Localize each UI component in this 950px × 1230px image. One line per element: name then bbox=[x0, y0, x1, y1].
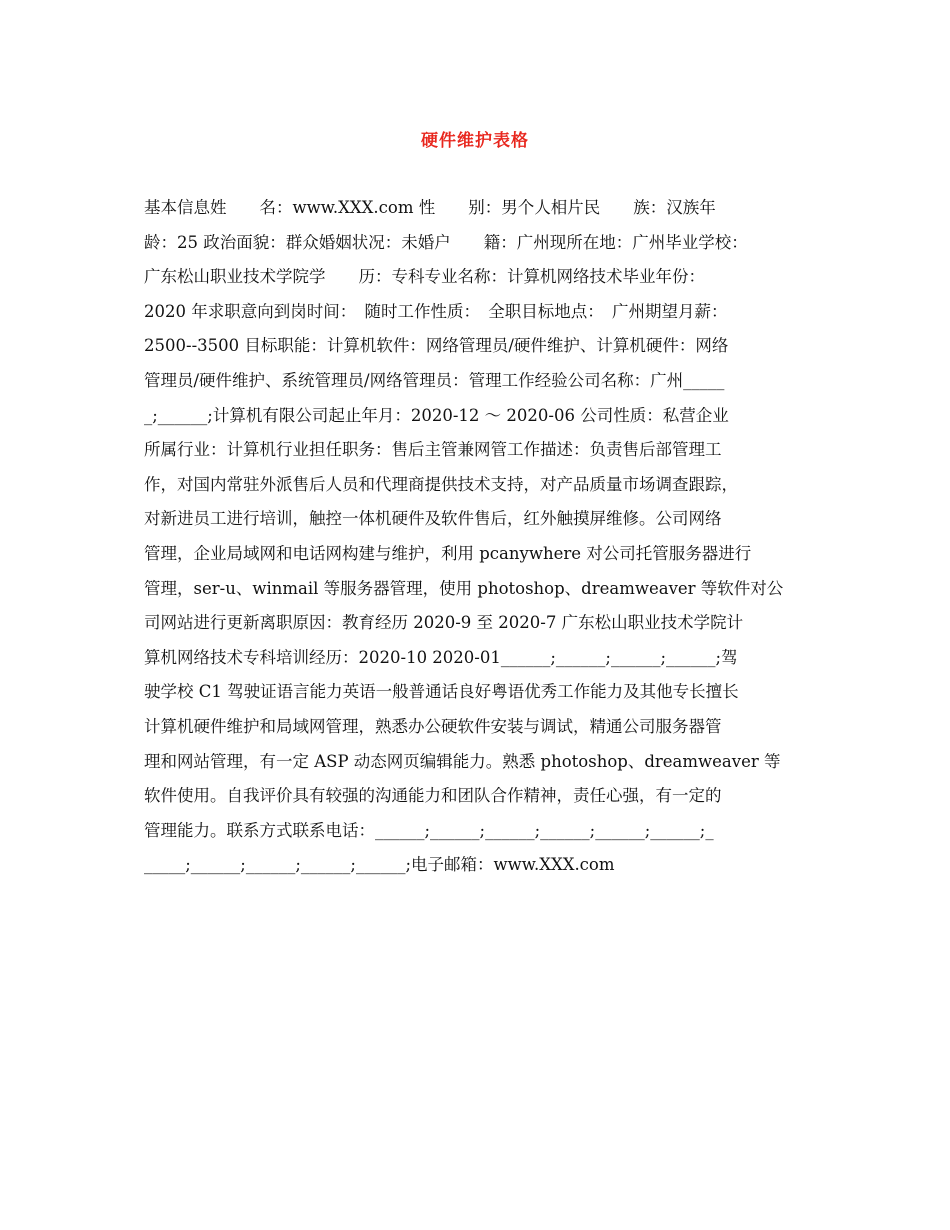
document-body bbox=[144, 191, 808, 883]
body-line-15: 驶学校 C1 驾驶证语言能力英语一般普通话良好粤语优秀工作能力及其他专长擅长 bbox=[144, 682, 739, 702]
body-line-10: 对新进员工进行培训，触控一体机硬件及软件售后，红外触摸屏维修。公司网络 bbox=[144, 509, 722, 529]
body-line-8: 所属行业：计算机行业担任职务：售后主管兼网管工作描述：负责售后部管理工 bbox=[144, 440, 722, 460]
body-line-12: 管理，ser-u、winmail 等服务器管理，使用 photoshop、dreamweaver 等软件对公 bbox=[144, 578, 784, 598]
body-line-16: 计算机硬件维护和局域网管理，熟悉办公硬软件安装与调试，精通公司服务器管 bbox=[144, 716, 722, 736]
body-line-1: 基本信息姓 名：www.XXX.com 性 别：男个人相片民 族：汉族年 bbox=[144, 198, 716, 217]
body-line-2: 龄：25 政治面貌：群众婚姻状况：未婚户 籍：广州现所在地：广州毕业学校： bbox=[144, 232, 748, 252]
body-line-19: 管理能力。联系方式联系电话：______;______;______;______;______;______;_ bbox=[144, 820, 714, 840]
body-line-18: 软件使用。自我评价具有较强的沟通能力和团队合作精神，责任心强，有一定的 bbox=[144, 786, 722, 806]
body-line-5: 2500--3500 目标职能：计算机软件：网络管理员/硬件维护、计算机硬件：网络 bbox=[144, 336, 729, 356]
body-line-11: 管理，企业局域网和电话网构建与维护，利用 pcanywhere 对公司托管服务器进行 bbox=[144, 543, 752, 563]
body-line-6: 管理员/硬件维护、系统管理员/网络管理员：管理工作经验公司名称：广州_____ bbox=[144, 370, 725, 390]
body-line-4: 2020 年求职意向到岗时间： 随时工作性质： 全职目标地点： 广州期望月薪： bbox=[144, 301, 728, 321]
body-line-7: _;______;计算机有限公司起止年月：2020-12 ～ 2020-06 公司性质：私营企业 bbox=[144, 405, 729, 425]
body-line-17: 理和网站管理，有一定 ASP 动态网页编辑能力。熟悉 photoshop、dreamweaver 等 bbox=[144, 751, 781, 771]
body-line-3: 广东松山职业技术学院学 历：专科专业名称：计算机网络技术毕业年份： bbox=[144, 267, 705, 287]
body-line-13: 司网站进行更新离职原因：教育经历 2020-9 至 2020-7 广东松山职业技术学院计 bbox=[144, 613, 744, 633]
body-line-20: _____;______;______;______;______;电子邮箱：www.XXX.com bbox=[144, 855, 615, 875]
body-line-14: 算机网络技术专科培训经历：2020-10 2020-01______;______;______;______;驾 bbox=[144, 647, 738, 667]
body-line-9: 作，对国内常驻外派售后人员和代理商提供技术支持，对产品质量市场调查跟踪， bbox=[144, 474, 738, 494]
document-title: 硬件维护表格 bbox=[421, 131, 529, 151]
